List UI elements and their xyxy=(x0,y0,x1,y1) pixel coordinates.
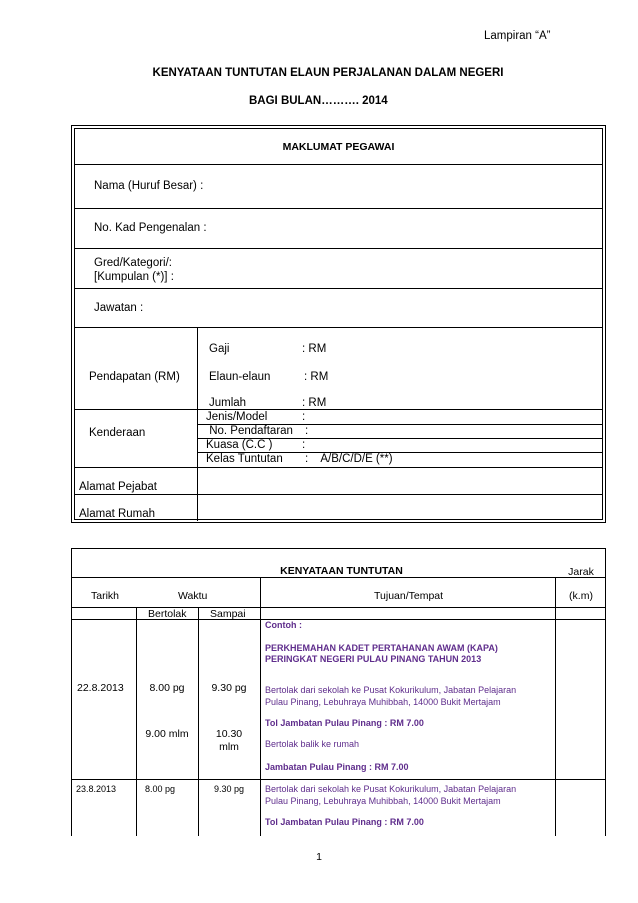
row1-sampai-2: 10.30 xyxy=(215,728,243,740)
elaun-value: : RM xyxy=(304,371,329,383)
row1-tol-1: Tol Jambatan Pulau Pinang : RM 7.00 xyxy=(265,718,424,728)
tuntutan-heading: KENYATAAN TUNTUTAN xyxy=(280,565,403,577)
row2-trip-line-1: Bertolak dari sekolah ke Pusat Kokurikulum, Jabatan Pelajaran xyxy=(265,784,517,794)
row1-bertolak-1: 8.00 pg xyxy=(149,682,185,694)
row1-tarikh: 22.8.2013 xyxy=(77,682,124,694)
alamat-rumah-label: Alamat Rumah xyxy=(79,508,156,520)
no-pendaftaran-label: No. Pendaftaran xyxy=(206,425,293,437)
kelas-tuntutan-value: : A/B/C/D/E (**) xyxy=(305,453,393,465)
col-sampai-header: Sampai xyxy=(210,608,246,620)
row2-trip-line-2: Pulau Pinang, Lebuhraya Muhibbah, 14000 Bukit Mertajam xyxy=(265,796,501,806)
gred-label: Gred/Kategori/: xyxy=(94,257,172,269)
jawatan-label: Jawatan : xyxy=(94,302,144,314)
row1-trip-line-1: Bertolak dari sekolah ke Pusat Kokurikulum, Jabatan Pelajaran xyxy=(265,685,517,695)
alamat-pejabat-label: Alamat Pejabat xyxy=(79,481,157,493)
row1-trip-return: Bertolak balik ke rumah xyxy=(265,739,360,749)
column-divider xyxy=(198,607,199,836)
event-line-2: PERINGKAT NEGERI PULAU PINANG TAHUN 2013 xyxy=(265,654,482,664)
contoh-label: Contoh : xyxy=(265,620,302,630)
pendapatan-label: Pendapatan (RM) xyxy=(89,371,180,383)
row2-tol: Tol Jambatan Pulau Pinang : RM 7.00 xyxy=(265,817,424,827)
kelas-tuntutan-label: Kelas Tuntutan xyxy=(206,453,283,465)
row1-sampai-2-unit: mlm xyxy=(219,741,239,753)
row1-trip-line-2: Pulau Pinang, Lebuhraya Muhibbah, 14000 Bukit Mertajam xyxy=(265,697,501,707)
gaji-label: Gaji xyxy=(209,343,230,355)
row1-tol-2: Jambatan Pulau Pinang : RM 7.00 xyxy=(265,762,409,772)
column-divider xyxy=(260,577,261,836)
row-divider xyxy=(74,409,603,410)
no-pendaftaran-value: : xyxy=(305,425,309,437)
column-divider xyxy=(197,327,198,521)
jenis-model-label: Jenis/Model xyxy=(206,411,268,423)
col-jarak-header: Jarak xyxy=(568,566,594,578)
kumpulan-label: [Kumpulan (*)] : xyxy=(94,271,174,283)
row2-bertolak: 8.00 pg xyxy=(145,784,176,794)
row-divider xyxy=(74,248,603,249)
kuasa-value: : xyxy=(302,439,306,451)
maklumat-heading: MAKLUMAT PEGAWAI xyxy=(282,141,395,153)
jumlah-label: Jumlah xyxy=(209,397,247,409)
kad-pengenalan-label: No. Kad Pengenalan : xyxy=(94,222,207,234)
row1-sampai-1: 9.30 pg xyxy=(211,682,247,694)
column-divider xyxy=(555,577,556,836)
row-divider xyxy=(74,288,603,289)
kuasa-label: Kuasa (C.C ) xyxy=(206,439,273,451)
row2-sampai: 9.30 pg xyxy=(214,784,245,794)
col-waktu-header: Waktu xyxy=(178,590,208,602)
document-subtitle: BAGI BULAN………. 2014 xyxy=(249,95,388,107)
col-tarikh-header: Tarikh xyxy=(91,590,120,602)
jenis-model-value: : xyxy=(302,411,306,423)
kenderaan-label: Kenderaan xyxy=(89,427,146,439)
page-number: 1 xyxy=(316,851,322,863)
col-tujuan-header: Tujuan/Tempat xyxy=(374,590,444,602)
col-jarak-unit: (k.m) xyxy=(569,590,593,602)
row-divider xyxy=(74,164,603,165)
row-divider xyxy=(74,494,603,495)
row-divider xyxy=(74,327,603,328)
nama-label: Nama (Huruf Besar) : xyxy=(94,180,204,192)
lampiran-label: Lampiran “A” xyxy=(484,30,551,42)
column-divider xyxy=(136,607,137,836)
row-divider xyxy=(71,779,606,780)
row-divider xyxy=(71,577,606,578)
jumlah-value: : RM xyxy=(302,397,327,409)
row2-tarikh: 23.8.2013 xyxy=(76,784,117,794)
event-line-1: PERKHEMAHAN KADET PERTAHANAN AWAM (KAPA) xyxy=(265,643,498,653)
elaun-label: Elaun-elaun xyxy=(209,371,271,383)
row1-bertolak-2: 9.00 mlm xyxy=(145,728,189,740)
gaji-value: : RM xyxy=(302,343,327,355)
row-divider xyxy=(74,208,603,209)
row-divider xyxy=(74,467,603,468)
col-bertolak-header: Bertolak xyxy=(148,608,187,620)
document-title: KENYATAAN TUNTUTAN ELAUN PERJALANAN DALAM NEGERI xyxy=(152,67,504,79)
